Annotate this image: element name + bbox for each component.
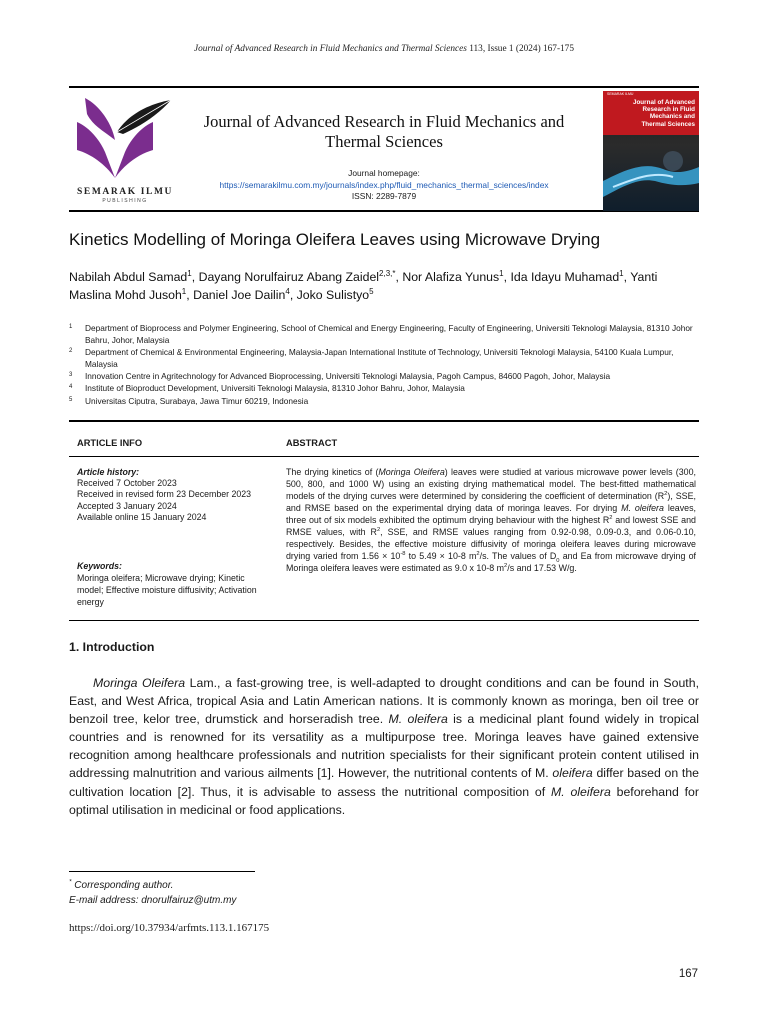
affiliation: 3 Innovation Centre in Agritechnology for Advanced Bioprocessing, Universiti Teknologi Malaysia, Pagoh Campus, 84600 Pagoh, Johor, Malaysia [69, 371, 611, 382]
email-address: E-mail address: dnorulfairuz@utm.my [69, 895, 237, 906]
author: Dayang Norulfairuz Abang Zaidel [198, 270, 380, 284]
author: Nabilah Abdul Samad [69, 270, 188, 284]
affiliations [69, 322, 699, 407]
abstract-heading: ABSTRACT [286, 438, 338, 448]
page-number: 167 [678, 968, 698, 980]
publisher-sub: PUBLISHING [102, 198, 148, 204]
book-feather-icon [71, 92, 179, 184]
footnote-divider [69, 871, 255, 872]
cover-publisher: SEMARAK ILMU [607, 92, 634, 96]
issn: ISSN: 2289-7879 [351, 191, 417, 202]
keywords: Keywords: Moringa oleifera; Microwave drying; Kinetic model; Effective moisture diffusivity; Activation energy [77, 561, 257, 608]
article-history: Article history: Received 7 October 2023 Received in revised form 23 December 2023 Accepted 3 January 2024 Available online 15 January 2024 [77, 467, 252, 522]
publisher-logo [69, 92, 181, 208]
author: Joko Sulistyo [296, 288, 370, 302]
journal-info [189, 168, 579, 203]
affiliation: 2 Department of Chemical & Environmental Engineering, Malaysia-Japan International Institute of Technology, Universiti Teknologi Malaysia, 54100 Kuala Lumpur, Malaysia [69, 347, 674, 370]
running-head: Journal of Advanced Research in Fluid Mechanics and Thermal Sciences 113, Issue 1 (2024) 167-175 [194, 44, 574, 54]
introduction-paragraph: Moringa Oleifera Lam., a fast-growing tree, is well-adapted to drought conditions and can be found in South, East, and West Africa, tropical Asia and Latin American nations. It is commonly known as moringa, ben oil tree or benzoil tree, kelor tree, drumstick and horseradish tree. M. oleifera is a medicinal plant found widely in tropical countries and is renowned for its versatility as a multipurpose tree. Moringa leaves have gained extensive recognition among healthcare professionals and nutrition specialists for their significant protein content utilised in addressing malnutrition and various ailments [1]. However, the nutritional contents of M. oleifera differ based on the cultivation location [2]. Thus, it is advisable to assess the nutritional composition of M. oleifera beforehand for optimal utilisation in medicinal or food applications. [69, 676, 699, 817]
author: Ida Idayu Muhamad [510, 270, 620, 284]
journal-cover-image [603, 91, 699, 211]
cover-title: Journal of Advanced Research in Fluid Mechanics and Thermal Sciences [632, 99, 695, 128]
affiliation: 4 Institute of Bioproduct Development, Universiti Teknologi Malaysia, 81310 Johor Bahru, Johor, Malaysia [69, 383, 465, 394]
author-list: Nabilah Abdul Samad$^1$, Dayang Norulfairuz Abang Zaidel$^{2,3,*}$, Nor Alafiza Yunus$^1$, Ida Idayu Muhamad$^1$, Yanti Maslina Mohd Jusoh$^1$, Daniel Joe Dailin$^4$, Joko Sulistyo$^5$ [69, 268, 658, 302]
journal-title: Journal of Advanced Research in Fluid Mechanics and Thermal Sciences [203, 112, 565, 151]
affiliation: 5 Universitas Ciputra, Surabaya, Jawa Timur 60219, Indonesia [69, 395, 309, 406]
homepage-label: Journal homepage: [348, 168, 420, 178]
corresponding-author-footnote: * Corresponding author. E-mail address: dnorulfairuz@utm.my [69, 878, 237, 906]
article-info-box [69, 420, 699, 621]
abstract-text: The drying kinetics of (Moringa Oleifera) leaves were studied at various microwave power levels (300, 500, 800, and 1000 W) using an existing drying mathematical model. The best-fitted mathematical models of the drying curves were determined by considering the coefficient of determination $(R^2)$, SSE, and RMSE based on the experimental drying data of moringa leaves. For drying M. oleifera leaves, three out of six models exhibited the optimum drying behaviour with the highest $R^2$ and lowest SSE and RMSE values, with $R^2$, SSE, and RMSE values ranging from 0.92-0.98, 0.09-0.3, and 0.06-0.10, respectively. Besides, the effective moisture diffusivity of moringa oleifera leaves during microwave drying varied from $1.56 \times 10^{-8}$ to 5.49 × 10-8 $m^2/s$. The values of $D_0$ and Ea from microwave drying of Moringa oleifera leaves were estimated as 9.0 x 10-8 $m^2/s$ and 17.53 W/g. [286, 467, 696, 574]
publisher-name: SEMARAK ILMU [77, 187, 173, 197]
homepage-link[interactable]: https://semarakilmu.com.my/journals/index.php/fluid_mechanics_thermal_sciences/index [219, 179, 549, 190]
journal-banner [69, 86, 699, 212]
author: Yanti Maslina Mohd Jusoh [69, 270, 658, 302]
author: Daniel Joe Dailin [193, 288, 286, 302]
info-header [69, 422, 699, 457]
flow-visual-icon [603, 141, 699, 211]
paper-title: Kinetics Modelling of Moringa Oleifera Leaves using Microwave Drying [69, 230, 601, 249]
affiliation: 1 Department of Bioprocess and Polymer Engineering, School of Chemical and Energy Engineering, Faculty of Engineering, Universiti Teknologi Malaysia, 81310 Johor Bahru, Johor, Malaysia [69, 323, 693, 346]
doi-link[interactable]: https://doi.org/10.37934/arfmts.113.1.167175 [69, 922, 270, 934]
article-info-heading: ARTICLE INFO [77, 438, 143, 448]
section-heading-introduction: 1. Introduction [69, 640, 155, 654]
author: Nor Alafiza Yunus [402, 270, 500, 284]
